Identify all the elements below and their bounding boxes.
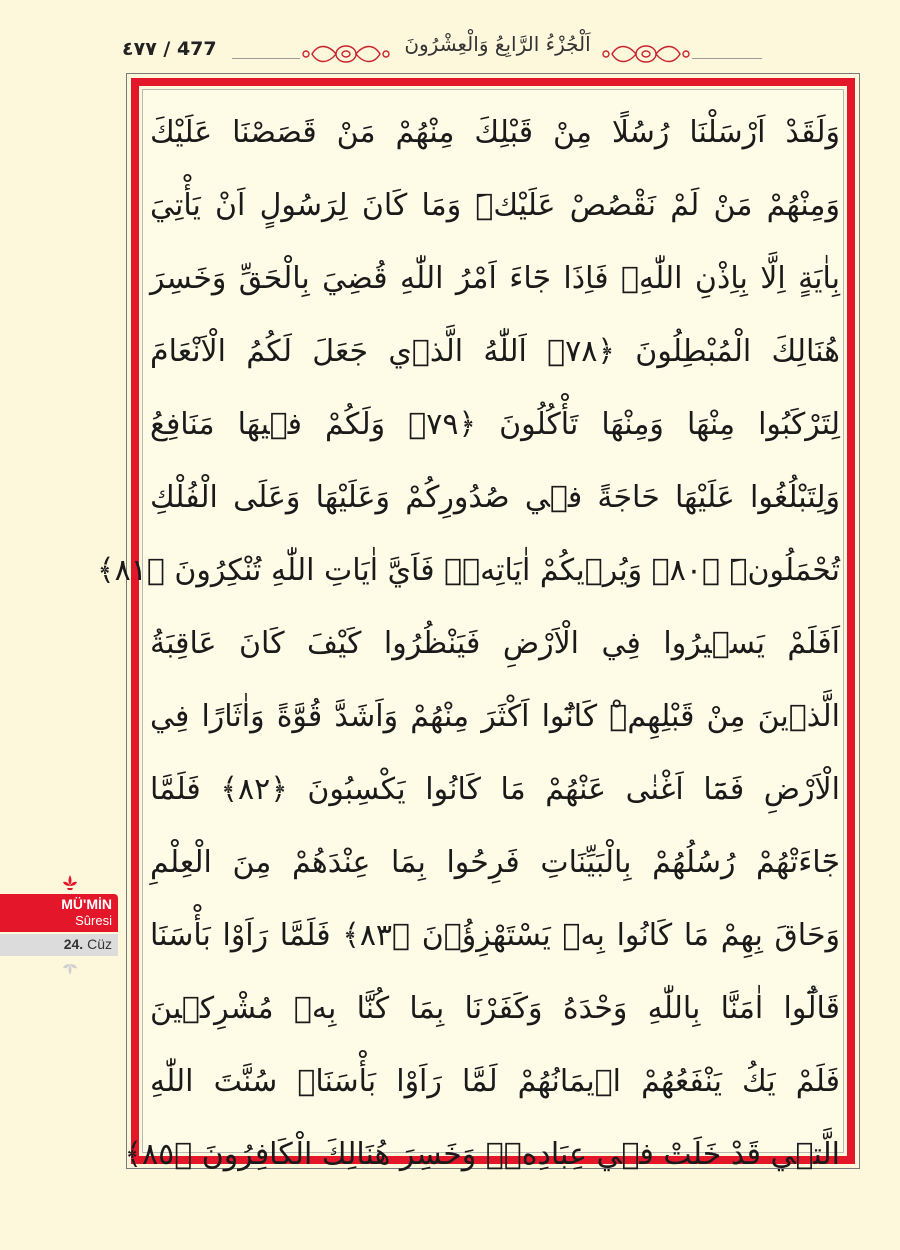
juz-number: 24. — [63, 936, 84, 952]
fleur-de-lis-icon — [60, 956, 80, 976]
verse-line: قَالُٓوا اٰمَنَّا بِاللّٰهِ وَحْدَهُ وَكَفَرْنَا بِمَا كُنَّا بِه۪ مُشْرِك۪ينَ — [150, 991, 840, 1026]
verse-line: اَفَلَمْ يَس۪يرُوا فِي الْاَرْضِ فَيَنْظُرُوا كَيْفَ كَانَ عَاقِبَةُ — [150, 626, 840, 661]
surah-name: MÜ'MİN — [61, 896, 112, 912]
header-rule-left — [232, 58, 300, 59]
verse-line: هُنَالِكَ الْمُبْطِلُونَ ﴿٧٨﴾ اَللّٰهُ الَّذ۪ي جَعَلَ لَكُمُ الْاَنْعَامَ — [150, 334, 840, 369]
verse-line: وَلِتَبْلُغُوا عَلَيْهَا حَاجَةً ف۪ي صُدُورِكُمْ وَعَلَيْهَا وَعَلَى الْفُلْكِ — [150, 480, 840, 515]
surah-name-badge — [0, 894, 118, 932]
verse-line: جَٓاءَتْهُمْ رُسُلُهُمْ بِالْبَيِّنَاتِ فَرِحُوا بِمَا عِنْدَهُمْ مِنَ الْعِلْمِ — [150, 845, 840, 880]
page-header — [0, 0, 900, 80]
verse-line: الَّذ۪ينَ مِنْ قَبْلِهِمْۜ كَانُٓوا اَكْثَرَ مِنْهُمْ وَاَشَدَّ قُوَّةً وَاٰثَارًا فِي — [150, 699, 840, 734]
floral-ornament-icon — [600, 40, 692, 68]
verse-line: وَلَقَدْ اَرْسَلْنَا رُسُلًا مِنْ قَبْلِكَ مِنْهُمْ مَنْ قَصَصْنَا عَلَيْكَ — [150, 115, 840, 150]
verse-line: فَلَمْ يَكُ يَنْفَعُهُمْ ا۪يمَانُهُمْ لَمَّا رَاَوْا بَأْسَنَاۜ سُنَّتَ اللّٰهِ — [150, 1064, 840, 1099]
verse-line: الْاَرْضِ فَمَٓا اَغْنٰى عَنْهُمْ مَا كَانُوا يَكْسِبُونَ ﴿٨٢﴾ فَلَمَّا — [150, 772, 840, 807]
verse-line: بِاٰيَةٍ اِلَّا بِاِذْنِ اللّٰهِۚ فَاِذَا جَٓاءَ اَمْرُ اللّٰهِ قُضِيَ بِالْحَقِّ وَخَسِرَ — [150, 261, 840, 296]
verse-line: وَحَاقَ بِهِمْ مَا كَانُوا بِه۪ يَسْتَهْزِؤُ۫نَ ﴿٨٣﴾ فَلَمَّا رَاَوْا بَأْسَنَا — [150, 918, 840, 953]
floral-ornament-icon — [300, 40, 392, 68]
page-number: ٤٧٧ / 477 — [122, 38, 217, 60]
verse-line: الَّت۪ي قَدْ خَلَتْ ف۪ي عِبَادِه۪ۚ وَخَسِرَ هُنَالِكَ الْكَافِرُونَ ﴿٨٥﴾ — [124, 1137, 840, 1172]
surah-label: Sûresi — [75, 913, 112, 928]
juz-label: Cüz — [87, 936, 112, 952]
header-rule-right — [692, 58, 762, 59]
fleur-de-lis-icon — [60, 874, 80, 894]
verse-line: تُحْمَلُونَۜ ﴿٨٠﴾ وَيُر۪يكُمْ اٰيَاتِه۪ۗ فَاَيَّ اٰيَاتِ اللّٰهِ تُنْكِرُونَ ﴿٨١﴾ — [97, 553, 840, 588]
verse-line: وَمِنْهُمْ مَنْ لَمْ نَقْصُصْ عَلَيْكَۜ وَمَا كَانَ لِرَسُولٍ اَنْ يَأْتِيَ — [150, 188, 840, 223]
juz-title: اَلْجُزْءُ الرَّابِعُ وَالْعِشْرُونَ — [404, 32, 591, 56]
verse-line: لِتَرْكَبُوا مِنْهَا وَمِنْهَا تَأْكُلُونَ ﴿٧٩﴾ وَلَكُمْ ف۪يهَا مَنَافِعُ — [150, 407, 840, 442]
juz-badge — [0, 934, 118, 956]
